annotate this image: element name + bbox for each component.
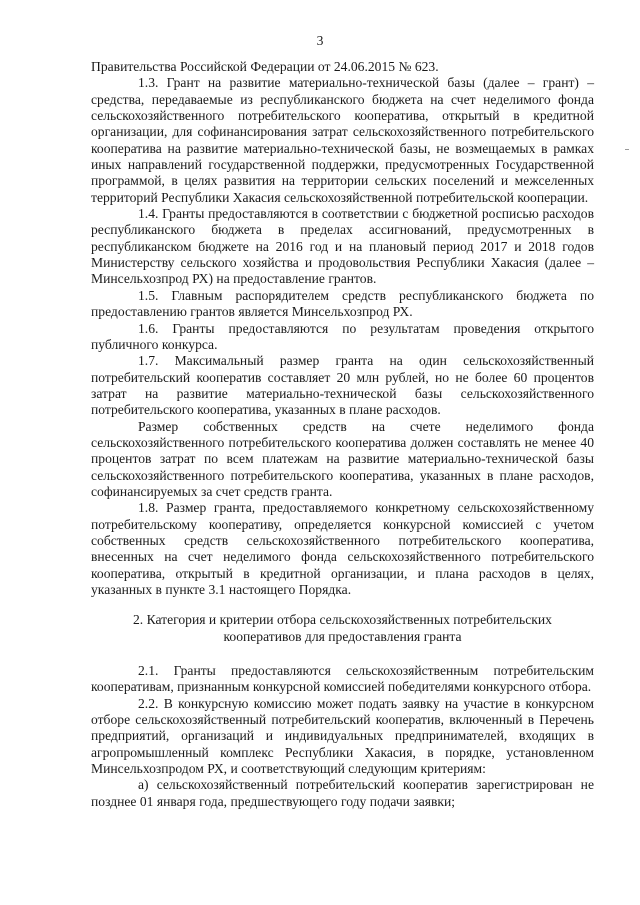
section-heading (91, 612, 594, 645)
paragraph: 2.2. В конкурсную комиссию может подать заявку на участие в конкурсном отборе сельскохозяйственный потребительский кооператив, включенный в Перечень предприятий, организаций и индивидуальных предпринимателей, входящих в агропромышленный комплекс Республики Хакасия, в порядке, установленном Минсельхозпродом РХ, и соответствующий следующим критериям: (91, 695, 594, 777)
section-heading-line: 2. Категория и критерии отбора сельскохозяйственных потребительских (133, 612, 552, 628)
page-number: 3 (316, 33, 324, 48)
section-heading-line: кооперативов для предоставления гранта (223, 628, 462, 644)
paragraph: 1.3. Грант на развитие материально-технической базы (далее – грант) – средства, передаваемые из республиканского бюджета на счет неделимого фонда сельскохозяйственного потребительского кооператива, открытый в кредитной организации, для софинансирования затрат сельскохозяйственного потребительского кооператива на развитие материально-технической базы, не возмещаемых в рамках иных направлений государственной поддержки, предусмотренных Государственной программой, в целях развития на территории сельских поселений и межселенных территорий Республики Хакасия сельскохозяйственной потребительской кооперации. (91, 75, 594, 205)
paragraph: 2.1. Гранты предоставляются сельскохозяйственным потребительским кооперативам, признанным конкурсной комиссией победителями конкурсного отбора. (91, 663, 594, 695)
paragraph: 1.6. Гранты предоставляются по результатам проведения открытого публичного конкурса. (91, 320, 594, 352)
paragraph: 1.4. Гранты предоставляются в соответствии с бюджетной росписью расходов республиканского бюджета в пределах ассигнований, предусмотренных в республиканском бюджете на 2016 год и на плановый период 2017 и 2018 годов Министерству сельского хозяйства и продовольствия Республики Хакасия (далее – Минсельхозпрод РХ) на предоставление грантов. (91, 206, 594, 287)
paragraph: Правительства Российской Федерации от 24.06.2015 № 623. (91, 59, 439, 74)
paragraph: 1.5. Главным распорядителем средств республиканского бюджета по предоставлению грантов является Минсельхозпрод РХ. (91, 287, 594, 320)
paragraph: 1.7. Максимальный размер гранта на один сельскохозяйственный потребительский кооператив составляет 20 млн рублей, но не более 60 процентов затрат на развитие материально-технической базы сельскохозяйственного потребительского кооператива, указанных в плане расходов. (91, 353, 594, 418)
paragraph: Размер собственных средств на счете неделимого фонда сельскохозяйственного потребительского кооператива должен составлять не менее 40 процентов затрат по всем платежам на развитие материально-технической базы сельскохозяйственного потребительского кооператива, указанных в плане расходов, софинансируемых за счет средств гранта. (91, 418, 594, 499)
paragraph: 1.8. Размер гранта, предоставляемого конкретному сельскохозяйственному потребительскому кооперативу, определяется конкурсной комиссией с учетом собственных средств сельскохозяйственного потребительского кооператива, внесенных на счет неделимого фонда сельскохозяйственного потребительского кооператива, открытый в кредитной организации, и плана расходов в целях, указанных в пункте 3.1 настоящего Порядка. (91, 500, 594, 597)
scan-mark (625, 149, 629, 150)
document-body (91, 59, 594, 810)
paragraph: а) сельскохозяйственный потребительский кооператив зарегистрирован не позднее 01 января года, предшествующего году подачи заявки; (91, 777, 594, 809)
